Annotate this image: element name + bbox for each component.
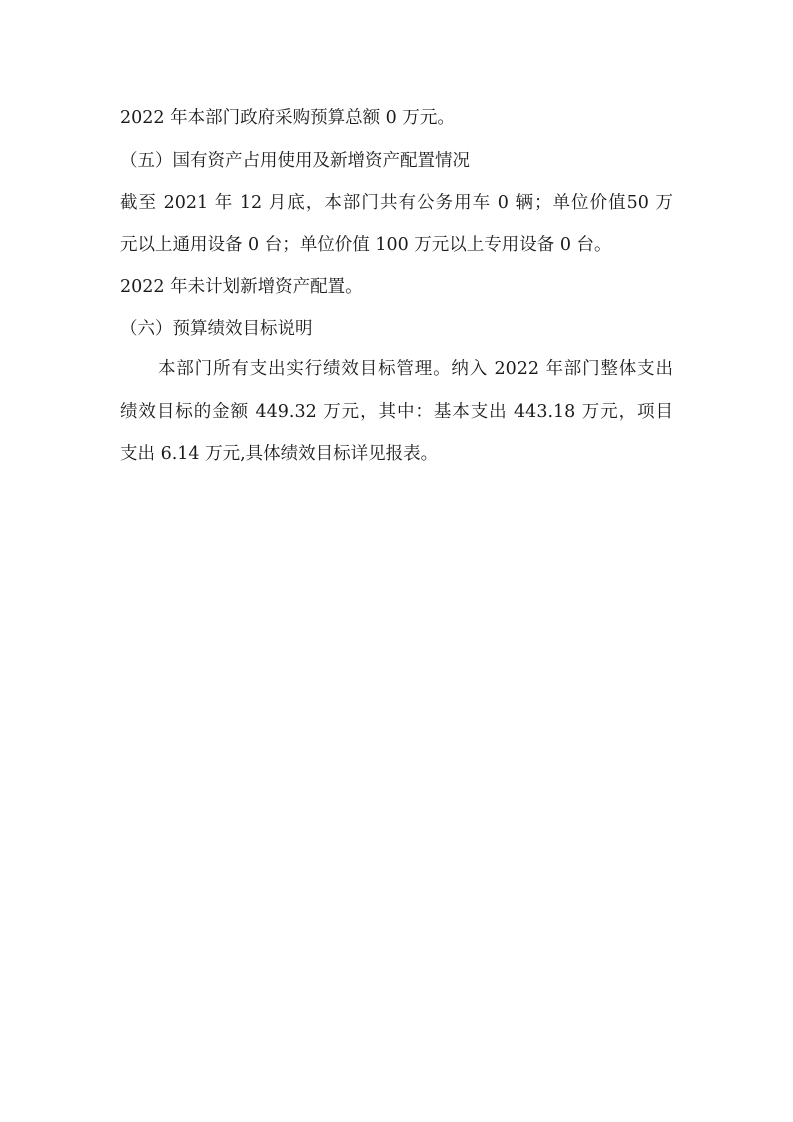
assets-paragraph-line-2: 元以上通用设备 0 台；单位价值 100 万元以上专用设备 0 台。	[120, 235, 612, 255]
performance-paragraph-line-2: 绩效目标的金额 449.32 万元，其中：基本支出 443.18 万元，项目	[120, 402, 673, 422]
performance-paragraph-line-1: 本部门所有支出实行绩效目标管理。纳入 2022 年部门整体支出	[158, 359, 673, 379]
section-five-heading: （五）国有资产占用使用及新增资产配置情况	[120, 151, 470, 171]
assets-paragraph-line-1: 截至 2021 年 12 月底，本部门共有公务用车 0 辆；单位价值50 万	[120, 193, 673, 213]
performance-paragraph-line-3: 支出 6.14 万元,具体绩效目标详见报表。	[120, 444, 439, 464]
no-new-assets-line: 2022 年未计划新增资产配置。	[120, 277, 363, 297]
procurement-budget-line: 2022 年本部门政府采购预算总额 0 万元。	[120, 108, 455, 128]
section-six-heading: （六）预算绩效目标说明	[120, 319, 313, 339]
